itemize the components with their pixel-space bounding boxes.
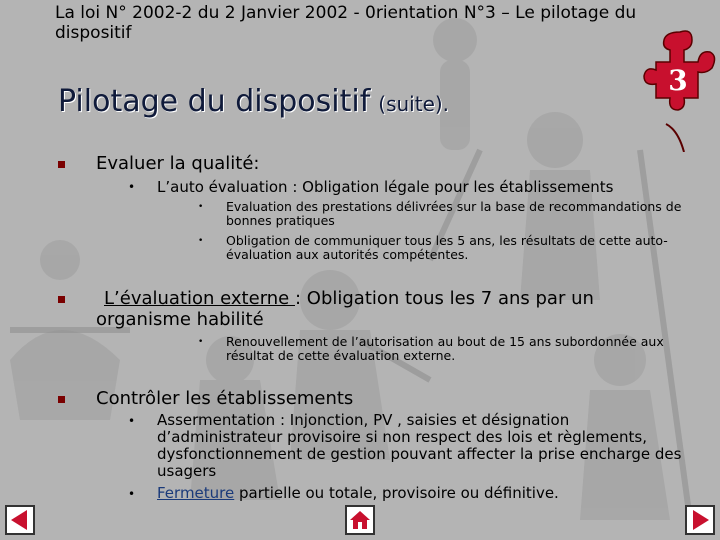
- item-evaluation-externe: [96, 288, 686, 330]
- slide-header: La loi N° 2002-2 du 2 Janvier 2002 - 0rientation N°3 – Le pilotage du dispositif: [55, 3, 637, 43]
- item-assermentation: Assermentation : Injonction, PV , saisies et désignation d’administrateur provisoire si non respect des lois et règlements, dysfonctionnement de gestion pouvant affecter la prise encharge des usagers: [157, 411, 682, 480]
- slide-title: [58, 84, 449, 119]
- bullet-dot-icon: •: [128, 180, 136, 194]
- bullet-dot-icon: •: [128, 487, 136, 501]
- next-button[interactable]: [685, 505, 715, 535]
- home-icon: [347, 507, 373, 533]
- fermeture-link[interactable]: Fermeture: [157, 484, 235, 502]
- puzzle-piece-icon: [640, 28, 718, 152]
- item-auto-evaluation: L’auto évaluation : Obligation légale pour les établissements: [157, 178, 614, 196]
- evaluation-externe-link[interactable]: L’évaluation externe: [104, 288, 295, 309]
- bullet-square-icon: [58, 396, 65, 403]
- bullet-dot-icon: •: [198, 337, 204, 347]
- item-controler: Contrôler les établissements: [96, 388, 354, 409]
- home-button[interactable]: [345, 505, 375, 535]
- bullet-square-icon: [58, 296, 65, 303]
- item-evaluer: Evaluer la qualité:: [96, 153, 260, 174]
- bullet-dot-icon: •: [198, 236, 204, 246]
- item-obligation-communiquer: Obligation de communiquer tous les 5 ans, les résultats de cette auto-évaluation aux autorités compétentes.: [226, 233, 668, 262]
- title-sub: (suite).: [378, 92, 450, 116]
- badge-number: 3: [668, 64, 688, 97]
- item-evaluation-prestations: Evaluation des prestations délivrées sur la base de recommandations de bonnes pratiques: [226, 199, 682, 228]
- evaluation-externe-text: : Obligation tous les 7 ans par un organisme habilité: [96, 288, 594, 330]
- prev-button[interactable]: [5, 505, 35, 535]
- item-fermeture: [157, 485, 687, 502]
- bullet-square-icon: [58, 161, 65, 168]
- item-renouvellement: Renouvellement de l’autorisation au bout de 15 ans subordonnée aux résultat de cette évaluation externe.: [226, 334, 664, 363]
- arrow-right-icon: [687, 507, 713, 533]
- title-main: Pilotage du dispositif: [58, 84, 371, 119]
- bullet-dot-icon: •: [198, 202, 204, 212]
- fermeture-text: partielle ou totale, provisoire ou définitive.: [234, 484, 559, 502]
- bullet-dot-icon: •: [128, 414, 136, 428]
- arrow-left-icon: [7, 507, 33, 533]
